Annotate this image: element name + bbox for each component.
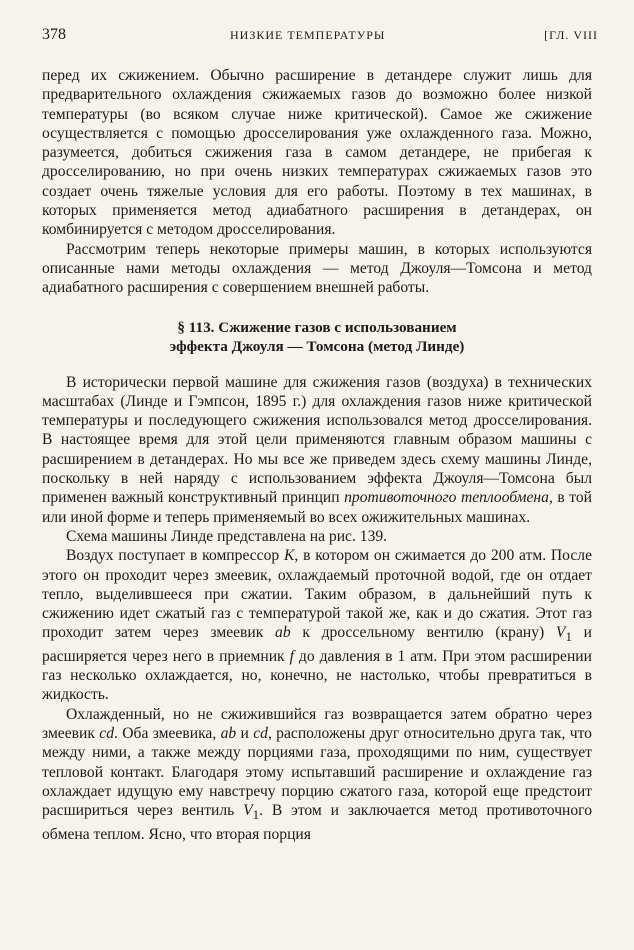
p5-text-a: Воздух поступает в компрессор (66, 547, 284, 565)
chapter-label: [ГЛ. VIII (544, 28, 598, 42)
p5-symbol-V: V (555, 624, 566, 642)
running-title: НИЗКИЕ ТЕМПЕРАТУРЫ (230, 28, 386, 42)
body-text (42, 66, 592, 844)
p5-text-e: до давления в 1 атм. При этом расширении газ несколько охлаждается, но, конечно, не настолько, чтобы превратиться в жидкость. (42, 647, 592, 704)
p6-text-d: , расположены друг относительно друга так, что между ними, а также между порциями газа, проходящими по ним, существует тепловой контакт. Благодаря этому испытавший расширение и охлаждение газ охлаждает идущую ему навстречу порцию сжатого газа, которой еще предстоит расшириться через вентиль (42, 725, 592, 820)
p5-text-b: , в котором он сжимается до 200 атм. После этого он проходит через змеевик, охлаждаемый проточной водой, где он отдает тепло, выделившееся при сжатии. Таким образом, в дальнейший путь к сжижению идет сжатый газ с температурой такой же, как и до сжатия. Этот газ проходит затем через змеевик (42, 547, 592, 642)
p5-symbol-V-sub: 1 (565, 629, 572, 645)
p6-symbol-V: V (243, 802, 253, 820)
paragraph-1: перед их сжижением. Обычно расширение в детандере служит лишь для предварительного охлаждения сжижаемых газов до возможно более низкой температуры (во всяком случае ниже критической). Самое же сжижение осуществляется с помощью дросселирования уже охлажденного газа. Можно, разумеется, добиться сжижения газа в самом детандере, не прибегая к дросселированию, но при очень низких температурах сжижаемых газов это создает очень тяжелые условия для его работы. Поэтому в тех машинах, в которых применяется метод адиабатного расширения в детандерах, он комбинируется с методом дросселирования. (42, 67, 592, 239)
p5-text-d: и расширяется через него в приемник (42, 624, 592, 665)
paragraph-2: Рассмотрим теперь некоторые примеры машин, в которых используются описанные нами методы охлаждения — метод Джоуля—Томсона и метод адиабатного расширения с совершением внешней работы. (42, 240, 592, 297)
p6-symbol-V-sub: 1 (252, 807, 260, 823)
book-page (42, 26, 598, 844)
p6-text-e: . В этом и заключается метод противоточного обмена теплом. Ясно, что вторая порция (42, 802, 592, 843)
paragraph-4: Схема машины Линде представлена на рис. 139. (66, 527, 388, 545)
p6-symbol-ab: ab (220, 725, 237, 743)
p6-text-c: и (236, 725, 254, 743)
p3-italic-term: противоточного теплообмена, (344, 489, 553, 507)
p6-symbol-cd: cd (99, 725, 114, 743)
p6-text-b: . Оба змеевика, (114, 725, 221, 743)
p6-symbol-cd-2: cd (253, 725, 268, 743)
p3-text-b: в той или иной форме и теперь применяемый во всех ожижительных машинах. (42, 489, 593, 526)
section-heading (42, 318, 592, 356)
p5-symbol-ab: ab (275, 624, 291, 642)
section-heading-line-2: эффекта Джоуля — Томсона (метод Линде) (169, 337, 465, 355)
p3-text-a: В исторически первой машине для сжижения газов (воздуха) в технических масштабах (Линде и Гэмпсон, 1895 г.) для охлаждения газов ниже критической температуры и последующего сжижения использовался метод дросселирования. В настоящее время для этой цели применяются главным образом машины с расширением в детандерах. Но мы все же приведем здесь схему машины Линде, поскольку в ней наряду с использованием эффекта Джоуля—Томсона был применен важный конструктивный принцип (42, 373, 592, 507)
p6-text-a: Охлажденный, но не сжижившийся газ возвращается затем обратно через змеевик (42, 705, 592, 743)
page-number: 378 (42, 26, 66, 43)
p5-symbol-f: f (289, 647, 294, 665)
paragraph-6 (42, 705, 592, 844)
paragraph-3 (42, 373, 592, 527)
paragraph-5 (42, 546, 592, 704)
page-header (42, 26, 598, 48)
p5-text-c: к дроссельному вентилю (крану) (290, 624, 556, 642)
p5-symbol-K: K (283, 547, 295, 565)
section-heading-line-1: § 113. Сжижение газов с использованием (177, 318, 457, 336)
